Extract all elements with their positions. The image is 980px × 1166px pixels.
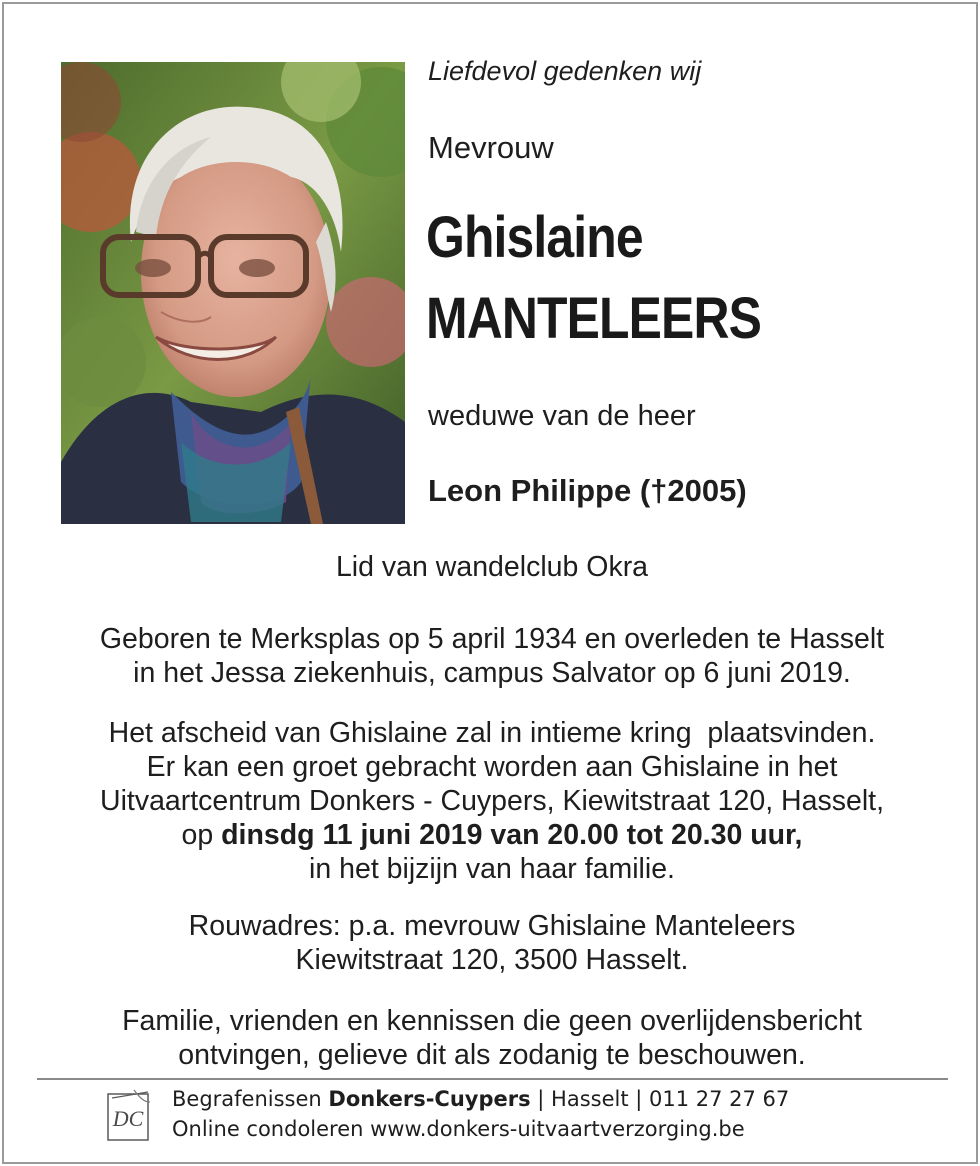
club-text: Lid van wandelclub Okra xyxy=(335,551,649,583)
birth-line-1: Geboren te Merksplas op 5 april 1934 en overleden te Hasselt xyxy=(99,623,885,655)
birth-death-paragraph xyxy=(4,622,978,690)
footer-contact: | Hasselt | 011 27 27 67 xyxy=(530,1087,790,1111)
closing-notice xyxy=(4,1004,978,1072)
spouse-intro: weduwe van de heer xyxy=(428,400,696,432)
farewell-line-3: Uitvaartcentrum Donkers - Cuypers, Kiewitstraat 120, Hasselt, xyxy=(99,785,885,817)
footer-prefix: Begrafenissen xyxy=(172,1087,329,1111)
closing-line-2: ontvingen, gelieve dit als zodanig te beschouwen. xyxy=(178,1039,806,1071)
closing-line-1: Familie, vrienden en kennissen die geen overlijdensbericht xyxy=(122,1005,862,1037)
online-condolence-link[interactable]: Online condoleren www.donkers-uitvaartverzorging.be xyxy=(172,1117,745,1141)
obituary-card xyxy=(2,2,978,1164)
farewell-line-4-prefix: op xyxy=(181,819,222,851)
deceased-last-name: MANTELEERS xyxy=(426,286,762,351)
portrait-photo xyxy=(61,62,405,524)
funeral-home-info xyxy=(172,1087,789,1111)
birth-line-2: in het Jessa ziekenhuis, campus Salvator op 6 juni 2019. xyxy=(133,657,851,689)
farewell-line-5: in het bijzijn van haar familie. xyxy=(309,853,675,885)
visitation-datetime: dinsdg 11 juni 2019 van 20.00 tot 20.30 uur, xyxy=(221,819,803,851)
address-line-2: Kiewitstraat 120, 3500 Hasselt. xyxy=(295,944,689,976)
funeral-home-logo xyxy=(104,1088,154,1144)
title-prefix: Mevrouw xyxy=(428,130,554,165)
farewell-paragraph xyxy=(4,716,978,886)
logo-monogram: DC xyxy=(112,1106,144,1131)
address-line-1: Rouwadres: p.a. mevrouw Ghislaine Manteleers xyxy=(188,910,796,942)
mourning-address xyxy=(4,909,978,977)
deceased-first-name: Ghislaine xyxy=(426,205,643,270)
intro-text: Liefdevol gedenken wij xyxy=(428,56,702,86)
club-membership xyxy=(4,550,978,584)
farewell-line-4 xyxy=(4,818,978,852)
spouse-name: Leon Philippe (†2005) xyxy=(428,473,747,508)
footer-divider xyxy=(37,1078,948,1080)
farewell-line-2: Er kan een groet gebracht worden aan Ghislaine in het xyxy=(146,751,838,783)
farewell-line-1: Het afscheid van Ghislaine zal in intieme kring plaatsvinden. xyxy=(108,717,876,749)
funeral-home-name: Donkers-Cuypers xyxy=(328,1087,531,1111)
